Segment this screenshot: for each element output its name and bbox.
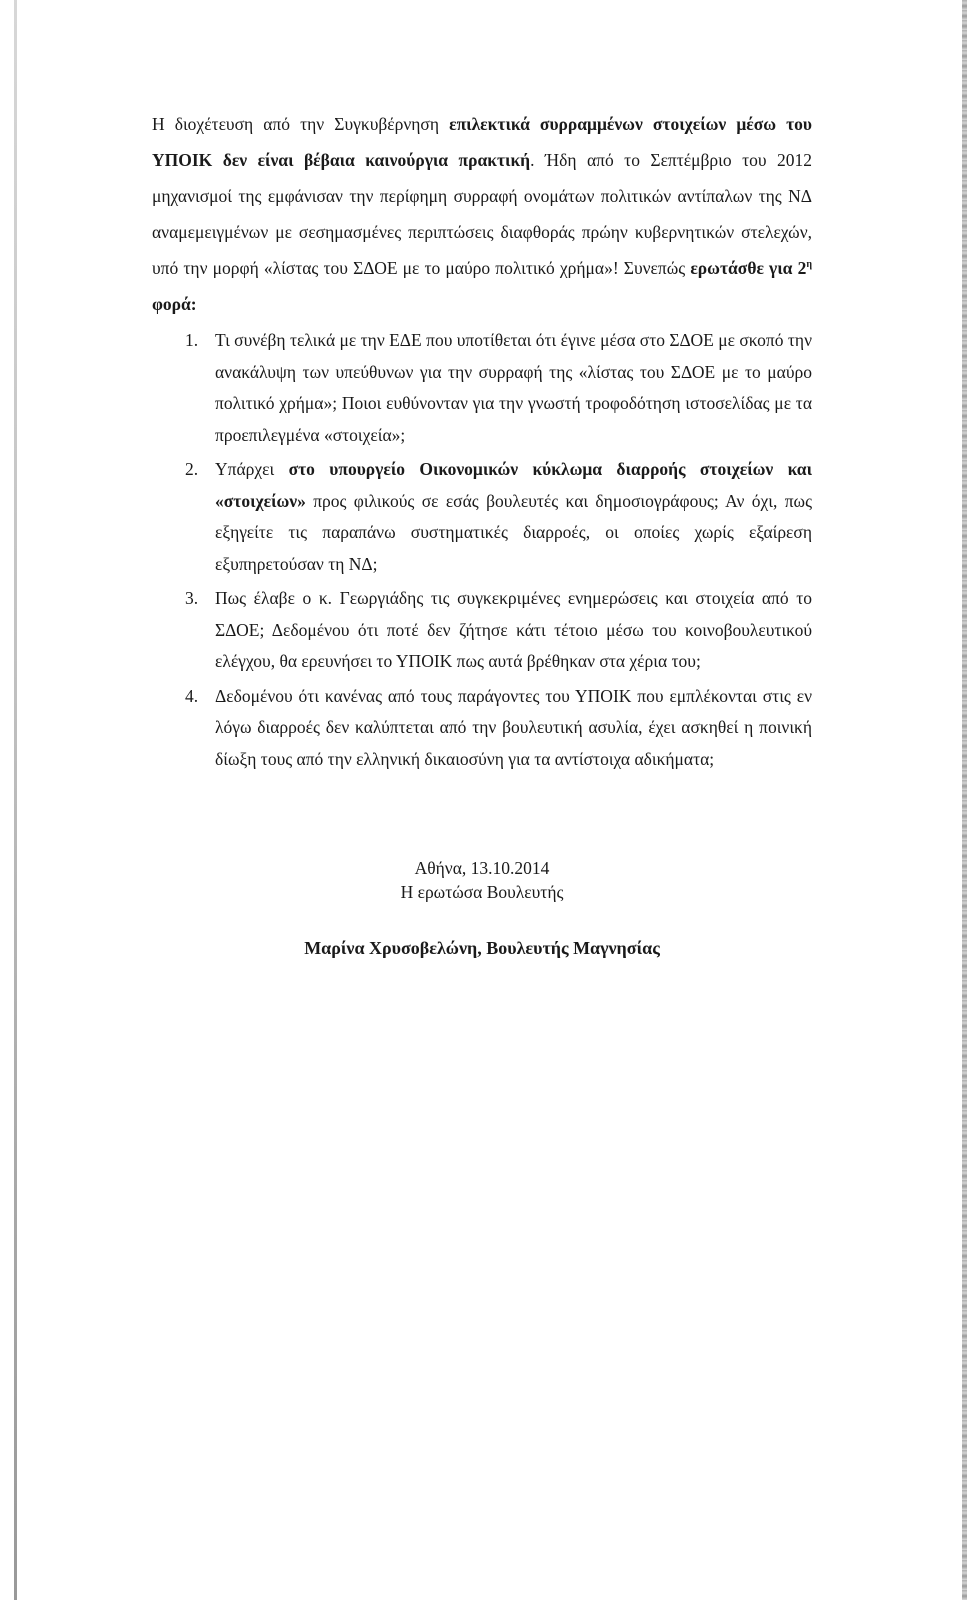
signature-line: Μαρίνα Χρυσοβελώνη, Βουλευτής Μαγνησίας xyxy=(304,938,660,958)
question-number: 1. xyxy=(185,330,199,350)
question-item xyxy=(152,681,812,776)
question-item xyxy=(152,325,812,451)
question-text xyxy=(215,459,812,574)
text-segment: Δεδομένου ότι κανένας από τους παράγοντες του ΥΠΟΙΚ που εμπλέκονται στις εν λόγω διαρροές δεν καλύπτεται από την βουλευτική ασυλία, έχει ασκηθεί η ποινική δίωξη τους από την ελληνική δικαιοσύνη για τα αντίστοιχα αδικήματα; xyxy=(215,685,812,769)
text-segment: Η διοχέτευση από την Συγκυβέρνηση xyxy=(152,114,450,134)
emphasized-text: φορά: xyxy=(152,294,197,314)
date-line: Αθήνα, 13.10.2014 xyxy=(414,858,550,878)
question-text xyxy=(215,588,812,671)
question-item xyxy=(152,454,812,580)
document-page xyxy=(152,106,813,958)
question-number: 3. xyxy=(185,588,199,608)
question-text xyxy=(215,330,812,445)
text-segment: . Ήδη από το Σεπτέμβριο του 2012 μηχανισμοί της εμφάνισαν την περίφημη συρραφή ονομάτων πολιτικών αντίπαλων της ΝΔ αναμεμειγμένων με σεσημασμένες περιπτώσεις διαφθοράς πρώην κυβερνητικών στελεχών, υπό την μορφή «λίστας του ΣΔΟΕ με το μαύρο πολιτικό χρήμα»! Συνεπώς xyxy=(152,150,812,278)
emphasized-text: ερωτάσθε για 2 xyxy=(690,258,807,278)
emphasized-text: επιλεκτικά συρραμμένων στοιχείων μέσω του ΥΠΟΙΚ δεν είναι βέβαια καινούργια πρακτική xyxy=(152,114,813,170)
text-segment: προς φιλικούς σε εσάς βουλευτές και δημοσιογράφους; Αν όχι, πως εξηγείτε τις παραπάνω συστηματικές διαρροές, οι οποίες χωρίς εξαίρεση εξυπηρετούσαν τη ΝΔ; xyxy=(215,490,812,574)
text-segment: Πως έλαβε ο κ. Γεωργιάδης τις συγκεκριμένες ενημερώσεις και στοιχεία από το ΣΔΟΕ; Δεδομένου ότι ποτέ δεν ζήτησε κάτι τέτοιο μέσω του κοινοβουλευτικού ελέγχου, θα ερευνήσει το ΥΠΟΙΚ πως αυτά βρέθηκαν στα χέρια του; xyxy=(215,588,812,671)
question-text xyxy=(215,686,812,769)
questions-list xyxy=(152,325,812,775)
emphasized-text: η xyxy=(806,259,813,271)
emphasized-text: στο υπουργείο Οικονομικών κύκλωμα διαρροής στοιχείων και «στοιχείων» xyxy=(215,459,812,511)
text-segment: Τι συνέβη τελικά με την ΕΔΕ που υποτίθεται ότι έγινε μέσα στο ΣΔΟΕ με σκοπό την ανακάλυψη των υπεύθυνων για την συρραφή της «λίστας του ΣΔΟΕ με το μαύρο πολιτικό χρήμα»; Ποιοι ευθύνονταν για την γνωστή τροφοδότηση ιστοσελίδας με τα προεπιλεγμένα «στοιχεία»; xyxy=(215,330,812,445)
question-number: 4. xyxy=(185,685,199,706)
intro-paragraph xyxy=(152,106,812,322)
text-segment: Υπάρχει xyxy=(215,459,289,479)
question-number: 2. xyxy=(185,459,199,479)
signatory-role: Η ερωτώσα Βουλευτής xyxy=(400,882,564,902)
scan-edge-right xyxy=(962,0,967,1600)
scan-edge-left xyxy=(14,0,17,1600)
question-item xyxy=(152,583,812,678)
